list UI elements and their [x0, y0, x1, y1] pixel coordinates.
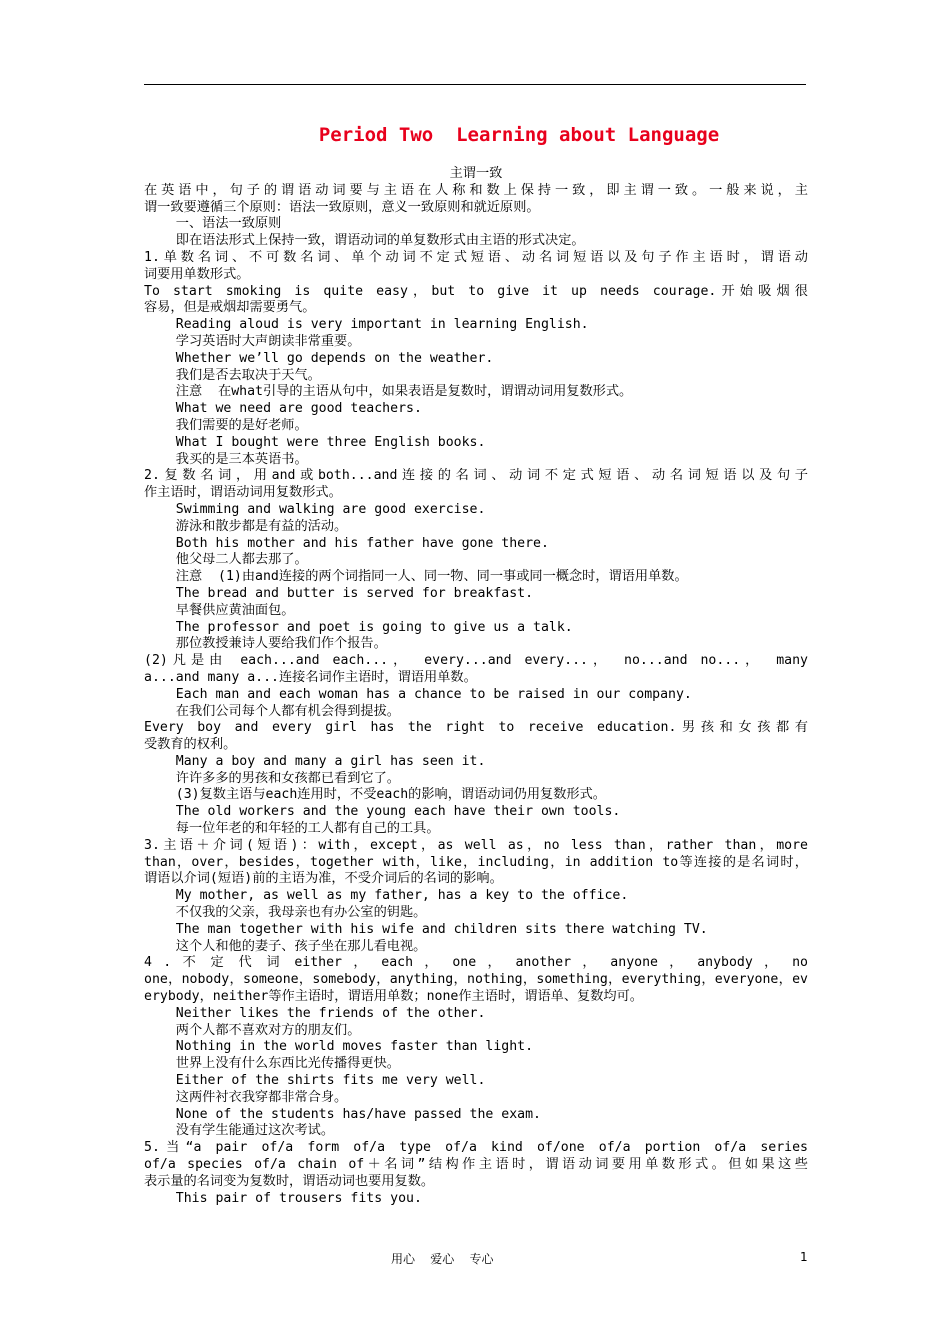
- text-line: Whether we’ll go depends on the weather.: [144, 350, 494, 366]
- text-line: 容易，但是戒烟却需要勇气。: [144, 300, 316, 316]
- text-line: (2)凡是由 each...and each...， every...and every...， no...and no...， many: [144, 653, 808, 669]
- text-line: of/a species of/a chain of＋名词”结构作主语时，谓语动词要用单数形式。但如果这些: [144, 1157, 808, 1173]
- text-line: 学习英语时大声朗读非常重要。: [144, 333, 361, 349]
- text-line: Neither likes the friends of the other.: [144, 1005, 486, 1021]
- text-line: Every boy and every girl has the right to receive education.男孩和女孩都有: [144, 720, 808, 736]
- page-title: Period Two Learning about Language: [318, 124, 720, 146]
- text-line: Either of the shirts fits me very well.: [144, 1073, 486, 1089]
- text-line: one，nobody，someone，somebody，anything，nothing，something，everything，everyone，ev: [144, 972, 808, 988]
- page-number: 1: [800, 1250, 808, 1264]
- text-line: Nothing in the world moves faster than light.: [144, 1039, 534, 1055]
- text-line: 在我们公司每个人都有机会得到提拔。: [144, 703, 400, 719]
- text-line: 每一位年老的和年轻的工人都有自己的工具。: [144, 821, 440, 837]
- text-line: To start smoking is quite easy，but to give it up needs courage.开始吸烟很: [144, 283, 808, 299]
- text-line: The old workers and the young each have their own tools.: [144, 804, 621, 820]
- text-line: 世界上没有什么东西比光传播得更快。: [144, 1056, 400, 1072]
- text-line: Many a boy and many a girl has seen it.: [144, 753, 486, 769]
- text-line: 一、语法一致原则: [144, 216, 282, 232]
- text-line: My mother, as well as my father, has a key to the office.: [144, 888, 629, 904]
- text-line: What we need are good teachers.: [144, 401, 422, 417]
- text-line: (3)复数主语与each连用时，不受each的影响，谓语动词仍用复数形式。: [144, 787, 606, 803]
- text-line: 不仅我的父亲，我母亲也有办公室的钥匙。: [144, 905, 427, 921]
- text-line: 这两件衬衣我穿都非常合身。: [144, 1089, 348, 1105]
- text-line: 两个人都不喜欢对方的朋友们。: [144, 1022, 361, 1038]
- text-line: 没有学生能通过这次考试。: [144, 1123, 335, 1139]
- text-line: 主谓一致: [449, 166, 503, 181]
- text-line: The man together with his wife and children sits there watching TV.: [144, 921, 708, 937]
- text-line: This pair of trousers fits you.: [144, 1190, 422, 1206]
- text-line: The bread and butter is served for breakfast.: [144, 585, 534, 601]
- text-line: 早餐供应黄油面包。: [144, 602, 295, 618]
- text-line: 我买的是三本英语书。: [144, 451, 308, 467]
- text-line: The professor and poet is going to give us a talk.: [144, 619, 573, 635]
- text-line: 2.复数名词，用and或both...and连接的名词、动词不定式短语、动名词短语以及句子: [144, 468, 808, 484]
- text-line: a...and many a...连接名词作主语时，谓语用单数。: [144, 669, 477, 685]
- text-line: 表示量的名词变为复数时，谓语动词也要用复数。: [144, 1173, 435, 1189]
- text-line: Both his mother and his father have gone there.: [144, 535, 549, 551]
- text-line: 那位教授兼诗人要给我们作个报告。: [144, 636, 387, 652]
- text-line: 我们是否去取决于天气。: [144, 367, 321, 383]
- text-line: erybody，neither等作主语时，谓语用单数；none作主语时，谓语单、复数均可。: [144, 989, 643, 1005]
- text-line: Reading aloud is very important in learning English.: [144, 317, 589, 333]
- text-line: 在英语中，句子的谓语动词要与主语在人称和数上保持一致，即主谓一致。一般来说，主: [144, 182, 808, 198]
- text-line: 注意 (1)由and连接的两个词指同一人、同一物、同一事或同一概念时，谓语用单数。: [144, 569, 688, 585]
- text-line: 5.当“a pair of/a form of/a type of/a kind of/one of/a portion of/a series: [144, 1140, 808, 1156]
- text-line: 谓语以介词(短语)前的主语为准，不受介词后的名词的影响。: [144, 871, 503, 887]
- text-line: 受教育的权利。: [144, 737, 237, 753]
- text-line: 4 . 不 定 代 词 either ， each ， one ， another ， anyone ， anybody ， no: [144, 955, 808, 971]
- text-line: 即在语法形式上保持一致，谓语动词的单复数形式由主语的形式决定。: [144, 233, 585, 249]
- text-line: What I bought were three English books.: [144, 434, 486, 450]
- text-line: 谓一致要遵循三个原则：语法一致原则，意义一致原则和就近原则。: [144, 199, 540, 215]
- document-body: [144, 166, 808, 1207]
- text-line: 他父母二人都去那了。: [144, 552, 308, 568]
- text-line: Swimming and walking are good exercise.: [144, 501, 486, 517]
- header-rule: [144, 84, 806, 85]
- text-line: 我们需要的是好老师。: [144, 417, 308, 433]
- text-line: 3.主语＋介词(短语)：with，except，as well as，no less than，rather than，more: [144, 837, 808, 853]
- text-line: 许许多多的男孩和女孩都已看到它了。: [144, 770, 400, 786]
- text-line: 这个人和他的妻子、孩子坐在那儿看电视。: [144, 938, 427, 954]
- text-line: 注意 在what引导的主语从句中，如果表语是复数时，谓谓动词用复数形式。: [144, 384, 633, 400]
- text-line: 1.单数名词、不可数名词、单个动词不定式短语、动名词短语以及句子作主语时，谓语动: [144, 249, 808, 265]
- text-line: than，over，besides，together with，like，including，in addition to等连接的是名词时，: [144, 854, 808, 870]
- text-line: None of the students has/have passed the exam.: [144, 1106, 541, 1122]
- text-line: 游泳和散步都是有益的活动。: [144, 518, 348, 534]
- text-line: Each man and each woman has a chance to be raised in our company.: [144, 686, 692, 702]
- text-line: 作主语时，谓语动词用复数形式。: [144, 485, 342, 501]
- footer-motto: 用心 爱心 专心: [391, 1252, 494, 1266]
- text-line: 词要用单数形式。: [144, 266, 250, 282]
